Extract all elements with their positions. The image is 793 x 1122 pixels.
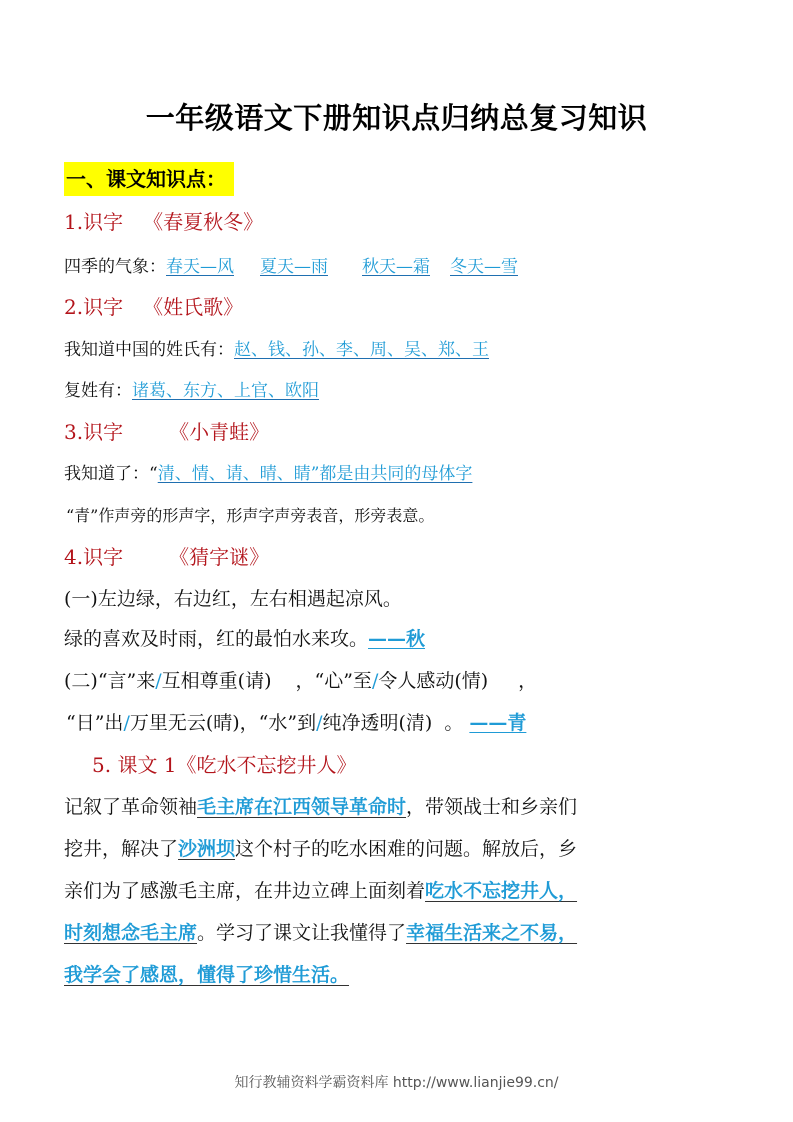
surnames-line [64,335,489,360]
weather-winter: 冬天—雪 [450,257,518,277]
lesson-5-number: 5. 课文 1 [92,753,177,777]
para-answer-3: 吃水不忘挖井人， [425,880,578,902]
paragraph-line-2 [64,834,577,861]
para-text-3: 挖井，解决了 [64,838,179,860]
para-answer-2: 沙洲坝 [178,838,236,860]
surnames-answer: 赵、钱、孙、李、周、吴、郑、王 [234,340,489,360]
weather-autumn: 秋天—霜 [362,257,430,277]
riddle-2-part-c: ，“心”至 [295,670,372,692]
slash-mark: / [155,670,162,692]
lesson-3-heading [64,416,269,445]
lesson-1-title: 《春夏秋冬》 [143,210,264,234]
slash-mark: / [371,670,379,692]
riddle-2-part-g: 万里无云(晴)，“水”到 [129,712,317,734]
riddle-2-line-1 [64,666,537,693]
riddle-2-part-f: “日”出 [66,712,124,734]
compound-surnames-label: 复姓有： [64,381,132,401]
riddle-2-part-a: (二)“言”来 [64,670,156,692]
lesson-4-number: 4.识字 [64,545,124,569]
lesson-3-answer: 清、情、请、晴、睛”都是由共同的母体字 [157,464,473,484]
riddle-1-answer: ——秋 [368,628,426,650]
weather-label: 四季的气象： [64,257,166,277]
para-text-5: 亲们为了感激毛主席，在井边立碑上面刻着 [64,880,426,902]
para-text-6: 。学习了课文让我懂得了 [197,922,407,944]
riddle-1-text: 绿的喜欢及时雨，红的最怕水来攻。 [64,628,369,650]
riddle-2-part-d: 令人感动(情) [378,670,489,692]
lesson-3-label: 我知道了：“ [64,464,158,484]
slash-mark: / [316,712,323,734]
paragraph-line-4 [64,918,577,945]
lesson-4-heading [64,541,269,570]
riddle-2-line-2 [66,708,526,735]
lesson-1-number: 1.识字 [64,210,124,234]
compound-surnames-line [64,376,319,401]
para-text-1: 记叙了革命领袖 [64,796,198,818]
lesson-3-number: 3.识字 [64,420,124,444]
page-title: 一年级语文下册知识点归纳总复习知识 [145,101,648,135]
paragraph-line-5 [64,960,349,987]
slash-mark: / [123,712,130,734]
weather-spring: 春天—风 [166,257,234,277]
lesson-3-line-1 [64,459,472,484]
weather-summer: 夏天—雨 [260,257,328,277]
lesson-1-heading [64,206,263,235]
para-answer-5: 幸福生活来之不易， [406,922,578,944]
paragraph-line-3 [64,876,577,903]
riddle-2-part-i: 。 [444,712,464,734]
compound-surnames-answer: 诸葛、东方、上官、欧阳 [132,381,319,401]
lesson-2-title: 《姓氏歌》 [143,295,244,319]
lesson-4-title: 《猜字谜》 [169,545,270,569]
riddle-2-part-b: 互相尊重(请) [161,670,272,692]
footer-watermark: 知行教辅资料学霸资料库 http://www.lianjie99.cn/ [234,1075,559,1091]
surnames-label: 我知道中国的姓氏有： [64,340,234,360]
riddle-2-part-h: 纯净透明(清) [322,712,433,734]
riddle-2-part-e: ， [518,670,538,692]
para-text-4: 这个村子的吃水困难的问题。解放后，乡 [235,838,578,860]
riddle-1-line-2 [64,624,425,651]
lesson-2-heading [64,291,243,320]
lesson-1-weather-line [64,252,518,277]
para-answer-4: 时刻想念毛主席 [64,922,198,944]
lesson-5-heading [92,749,357,778]
para-answer-6: 我学会了感恩，懂得了珍惜生活。 [64,964,350,986]
para-answer-1: 毛主席在江西领导革命时 [197,796,407,818]
para-text-2: ，带领战士和乡亲们 [406,796,578,818]
lesson-3-line-2: “青”作声旁的形声字，形声字声旁表音，形旁表意。 [66,506,435,525]
lesson-3-title: 《小青蛙》 [169,420,270,444]
lesson-2-number: 2.识字 [64,295,124,319]
paragraph-line-1 [64,792,577,819]
section-heading: 一、课文知识点： [64,162,234,196]
lesson-5-title: 《吃水不忘挖井人》 [176,753,357,777]
riddle-1-line-1: (一)左边绿，右边红，左右相遇起凉风。 [64,588,402,610]
riddle-2-answer: ——青 [469,712,527,734]
